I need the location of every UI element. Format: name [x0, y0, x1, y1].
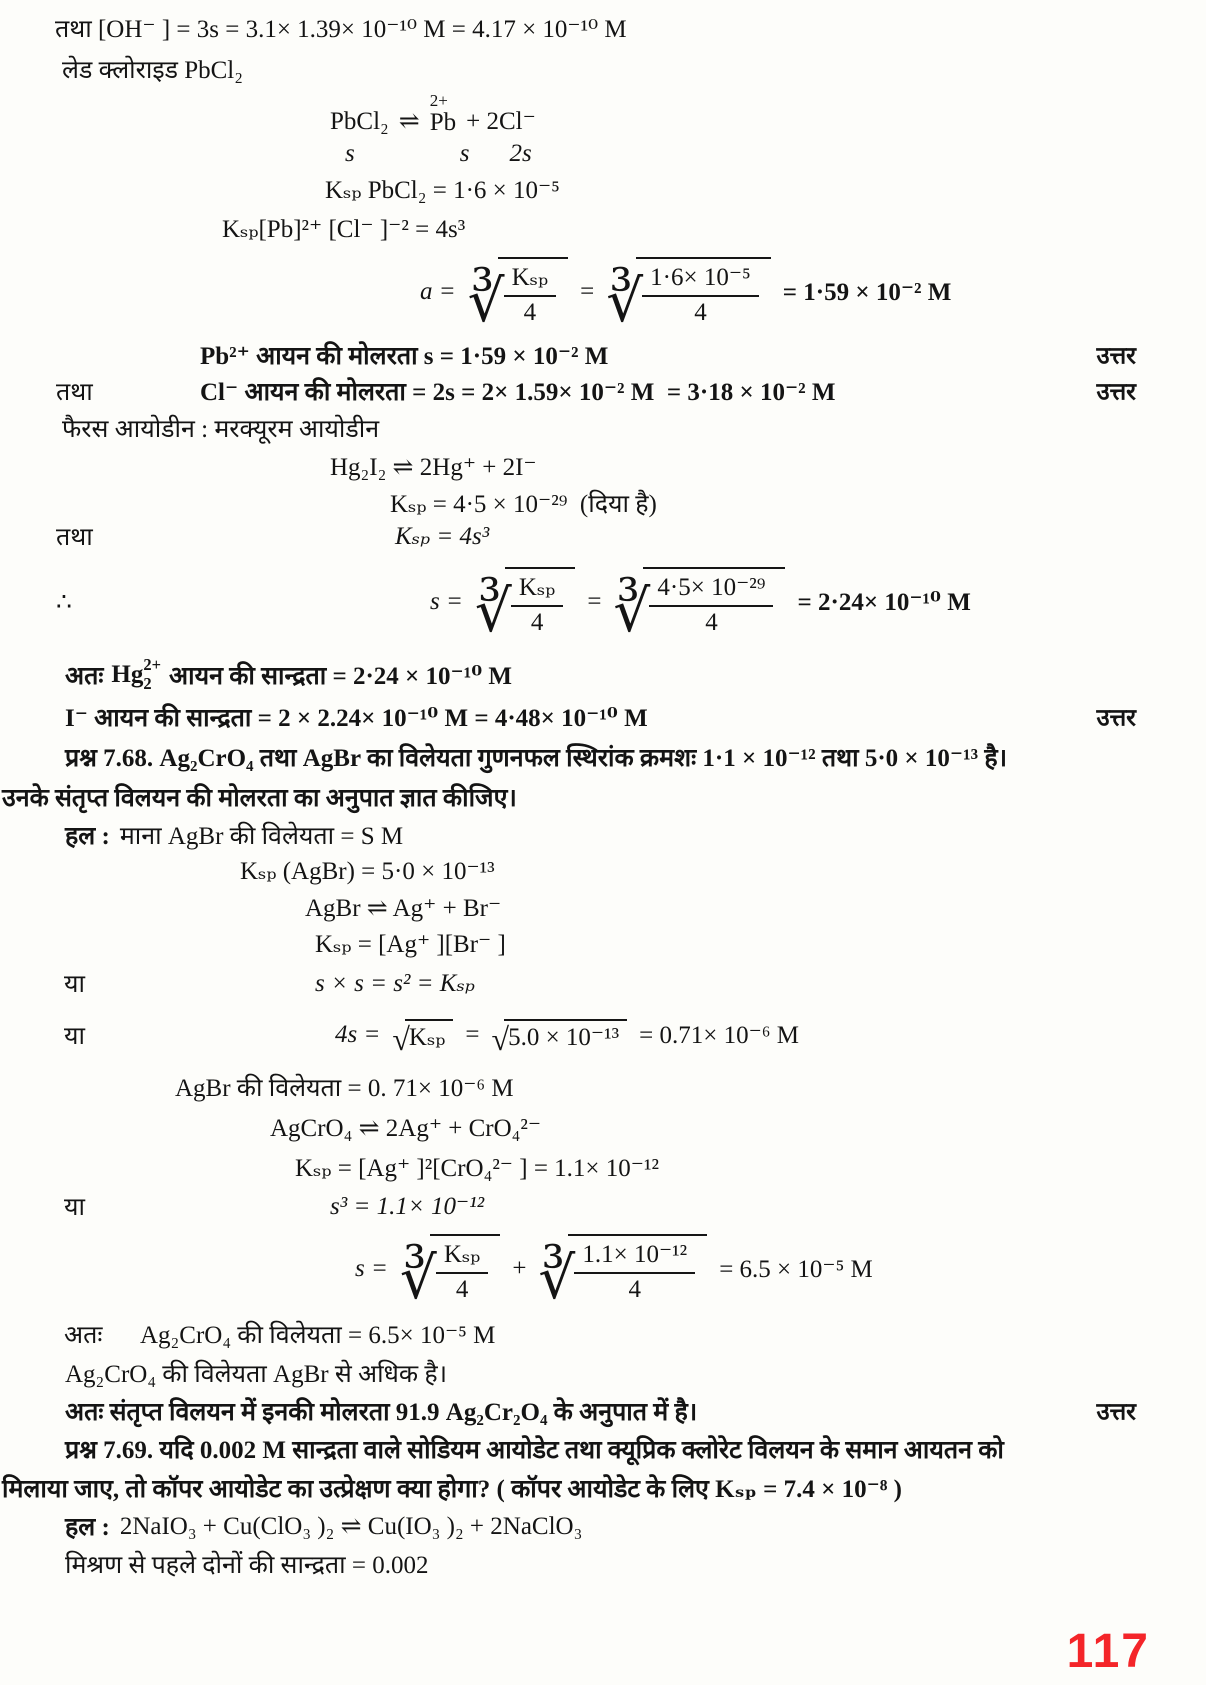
line-agcro4-root-formula [355, 1224, 1206, 1314]
s-under-cl: 2s [509, 140, 532, 167]
line-pb-root-formula [420, 248, 1206, 336]
hg-concentration-text: आयन की सान्द्रता = 2·24 × 10⁻¹⁰ M [169, 662, 513, 690]
line-stoichiometry-s [345, 138, 1206, 170]
s-under-pbcl2: s [345, 140, 355, 167]
connector-atah: अतः [64, 1322, 103, 1349]
root-denominator: 4 [511, 605, 563, 637]
cube-root-ksp-over-4 [474, 567, 575, 644]
line-cl-molarity [0, 373, 1206, 408]
cube-root-sign: ∛ [467, 269, 505, 334]
cube-root-sign: ∛ [399, 1246, 437, 1311]
line-question-768a [65, 737, 1206, 777]
line-solution-769 [65, 1508, 1206, 1544]
agcro4-root-result: = 6.5 × 10⁻⁵ M [719, 1256, 873, 1283]
line-ferrous-heading [62, 408, 1206, 448]
cube-root-value-over-4 [606, 257, 771, 334]
root-denominator: 4 [504, 295, 556, 327]
i-concentration-text: I⁻ आयन की सान्द्रता = 2 × 2.24× 10⁻¹⁰ M = 4·48× 10⁻¹⁰ M [65, 705, 648, 732]
equilibrium-harpoon: ⇌ [398, 108, 420, 136]
connector-atah: अतः [65, 662, 104, 690]
line-hg-concentration [65, 652, 1206, 697]
line-solution-768 [65, 817, 1206, 852]
root-denominator: 4 [642, 295, 759, 327]
line-hg-root-formula [0, 552, 1206, 652]
line-premix-concentration [65, 1544, 1206, 1584]
line-i-concentration [65, 697, 1206, 737]
hg-concentration [65, 656, 512, 692]
sqrt-equals: = [465, 1021, 480, 1048]
agbr-solubility-text: AgBr की विलेयता = 0. 71× 10⁻⁶ M [175, 1075, 514, 1102]
hg-root-result: = 2·24× 10⁻¹⁰ M [797, 589, 971, 616]
hg-charge-stack [143, 656, 161, 692]
sqrt-content: Kₛₚ [405, 1019, 453, 1052]
pbcl2-equation [330, 92, 536, 136]
hg-symbol: Hg [111, 660, 144, 688]
question-768a-text: प्रश्न 7.68. Ag₂CrO₄ तथा AgBr का विलेयता गुणनफल स्थिरांक क्रमशः 1·1 × 10⁻¹² तथा 5·0 × 10⁻¹³ है। [65, 745, 1008, 772]
answer-label: उत्तर [1096, 343, 1136, 369]
line-ksp-pbcl2 [325, 170, 1206, 210]
pb-molarity-text: Pb²⁺ आयन की मोलरता s = 1·59 × 10⁻² M [200, 342, 609, 370]
root-denominator: 4 [436, 1272, 488, 1304]
s-squared-text: s × s = s² = Kₛₚ [315, 970, 475, 997]
line-agbr-equation [305, 890, 1206, 925]
connector-tatha: तथा [56, 524, 93, 551]
line-pb-molarity [200, 336, 1206, 373]
connector-ya: या [64, 1023, 85, 1050]
line-s-cubed [0, 1188, 1206, 1224]
page-number: 117 [1066, 1625, 1150, 1678]
ratio-text: अतः संतृप्त विलयन में इनकी मोलरता 91.9 Ag₂Cr₂O₄ के अनुपात में है। [65, 1399, 698, 1426]
line-lead-chloride-heading [62, 48, 1206, 90]
sqrt-value [491, 1019, 628, 1057]
s-under-pb: s [459, 140, 470, 167]
lead-chloride-text: लेड क्लोराइड PbCl₂ [62, 57, 243, 84]
ksp-ag-br-text: Kₛₚ = [Ag⁺ ][Br⁻ ] [315, 930, 506, 958]
ferrous-heading-text: फैरस आयोडीन : मरक्यूरम आयोडीन [62, 416, 380, 443]
ksp-expression-text: Kₛₚ[Pb]²⁺ [Cl⁻ ]⁻² = 4s³ [222, 216, 466, 243]
pb-root-result: = 1·59 × 10⁻² M [782, 279, 952, 306]
line-ksp-ag-br [315, 925, 1206, 962]
pb-root-lhs: a = [420, 278, 456, 305]
line-question-769a [65, 1430, 1206, 1468]
solution-prefix: हल : [65, 822, 110, 850]
line-ksp-agbr [240, 852, 1206, 890]
connector-ya: या [64, 1194, 85, 1221]
hg-root-equals: = [587, 588, 602, 615]
question-768b-text: उनके संतृप्त विलयन की मोलरता का अनुपात ज्ञात कीजिए। [2, 785, 517, 812]
premix-text: मिश्रण से पहले दोनों की सान्द्रता = 0.002 [65, 1552, 429, 1579]
oh-concentration-text: तथा [OH⁻ ] = 3s = 3.1× 1.39× 10⁻¹⁰ M = 4.17 × 10⁻¹⁰ M [55, 16, 627, 43]
comparison-text: Ag₂CrO₄ की विलेयता AgBr से अधिक है। [65, 1361, 448, 1388]
sqrt-sign: √ [491, 1020, 510, 1057]
cube-root-sign: ∛ [606, 269, 644, 334]
line-oh-concentration [55, 0, 1206, 48]
pb-root-formula [420, 257, 952, 334]
agbr-equation-text: AgBr ⇌ Ag⁺ + Br⁻ [305, 894, 502, 922]
connector-tatha: तथा [56, 378, 93, 406]
line-pbcl2-equation [330, 90, 1206, 138]
solution-prefix: हल : [65, 1514, 110, 1541]
line-ksp-given [390, 485, 1206, 520]
agcro4-root-formula [355, 1234, 873, 1311]
therefore-sign: ∴ [56, 589, 72, 616]
root-numerator: Kₛₚ [443, 1241, 481, 1268]
pbcl2-lhs: PbCl₂ [330, 108, 389, 136]
hg-root-lhs: s = [430, 588, 463, 615]
line-ksp-4s3 [0, 520, 1206, 552]
hg-root-formula [430, 567, 971, 644]
line-s-squared [0, 962, 1206, 1004]
ksp-agcro4-text: Kₛₚ = [Ag⁺ ]²[CrO₄²⁻ ] = 1.1× 10⁻¹² [295, 1155, 659, 1182]
line-question-768b [2, 777, 1206, 817]
cube-root-ksp-over-4 [399, 1234, 500, 1311]
question-769b-text: मिलाया जाए, तो कॉपर आयोडेट का उत्प्रेक्षण क्या होगा? ( कॉपर आयोडेट के लिए Kₛₚ = 7.4 × 10⁻⁸ ) [2, 1476, 902, 1503]
agcro4-equation-text: AgCrO₄ ⇌ 2Ag⁺ + CrO₄²⁻ [270, 1115, 542, 1142]
sqrt-content: 5.0 × 10⁻¹³ [504, 1019, 627, 1052]
root-denominator: 4 [649, 605, 773, 637]
sqrt-sign: √ [392, 1020, 410, 1057]
ksp-agbr-text: Kₛₚ (AgBr) = 5·0 × 10⁻¹³ [240, 858, 495, 885]
answer-label: उत्तर [1096, 379, 1136, 405]
root-numerator: 4·5× 10⁻²⁹ [657, 574, 766, 601]
answer-label: उत्तर [1096, 705, 1136, 732]
root-denominator: 4 [574, 1272, 695, 1304]
cube-root-sign: ∛ [538, 1246, 576, 1311]
sqrt-lhs: 4s = [335, 1021, 381, 1048]
cube-root-sign: ∛ [474, 579, 512, 644]
sqrt-result: = 0.71× 10⁻⁶ M [639, 1022, 799, 1049]
hg-equation-text: Hg₂I₂ ⇌ 2Hg⁺ + 2I⁻ [330, 453, 537, 481]
cube-root-sign: ∛ [613, 579, 651, 644]
cl-molarity-text: Cl⁻ आयन की मोलरता = 2s = 2× 1.59× 10⁻² M = 3·18 × 10⁻² M [200, 378, 836, 406]
line-agbr-solubility [175, 1066, 1206, 1108]
solution-768-text: माना AgBr की विलेयता = S M [119, 822, 404, 850]
pb-charge: 2+ [429, 90, 448, 110]
hg2-ion [111, 656, 161, 692]
line-ratio [65, 1392, 1206, 1430]
hg-subscript: 2 [143, 673, 152, 693]
root-numerator: Kₛₚ [511, 264, 549, 291]
line-hg-equation [330, 448, 1206, 485]
agbr-sqrt-formula [335, 1019, 799, 1057]
line-agbr-sqrt-formula [0, 1004, 1206, 1066]
question-769a-text: प्रश्न 7.69. यदि 0.002 M सान्द्रता वाले सोडियम आयोडेट तथा क्यूप्रिक क्लोरेट विलयन के समान आयतन को [65, 1437, 1004, 1464]
s-cubed-text: s³ = 1.1× 10⁻¹² [330, 1193, 485, 1220]
agcro4-solubility-text: Ag₂CrO₄ की विलेयता = 6.5× 10⁻⁵ M [140, 1322, 496, 1349]
line-question-769b [2, 1468, 1206, 1508]
agcro4-root-plus: + [512, 1255, 527, 1282]
root-numerator: Kₛₚ [518, 574, 556, 601]
agcro4-root-lhs: s = [355, 1255, 388, 1282]
pb-root-equals: = [580, 278, 595, 305]
line-ksp-agcro4 [295, 1148, 1206, 1188]
ksp-4s3-text: Kₛₚ = 4s³ [395, 523, 490, 550]
line-agcro4-equation [270, 1108, 1206, 1148]
cube-root-value-over-4 [538, 1234, 707, 1311]
connector-ya: या [64, 971, 85, 998]
line-comparison [65, 1354, 1206, 1392]
answer-label: उत्तर [1096, 1399, 1136, 1426]
pb-symbol: Pb [429, 108, 457, 136]
sqrt-ksp [392, 1019, 453, 1057]
pbcl2-rhs: + 2Cl⁻ [466, 108, 536, 136]
hg-superscript: 2+ [143, 655, 162, 675]
root-numerator: 1·6× 10⁻⁵ [650, 264, 751, 291]
ksp-pbcl2-text: Kₛₚ PbCl₂ = 1·6 × 10⁻⁵ [325, 177, 560, 204]
root-numerator: 1.1× 10⁻¹² [582, 1241, 688, 1268]
pb-ion [430, 92, 456, 136]
solution-769-text: 2NaIO₃ + Cu(ClO₃ )₂ ⇌ Cu(IO₃ )₂ + 2NaClO₃ [119, 1513, 583, 1540]
cube-root-value-over-4 [613, 567, 785, 644]
line-ksp-expression [222, 210, 1206, 248]
cube-root-ksp-over-4 [467, 257, 568, 334]
ksp-given-text: Kₛₚ = 4·5 × 10⁻²⁹ (दिया है) [390, 490, 657, 518]
line-agcro4-solubility [0, 1314, 1206, 1354]
